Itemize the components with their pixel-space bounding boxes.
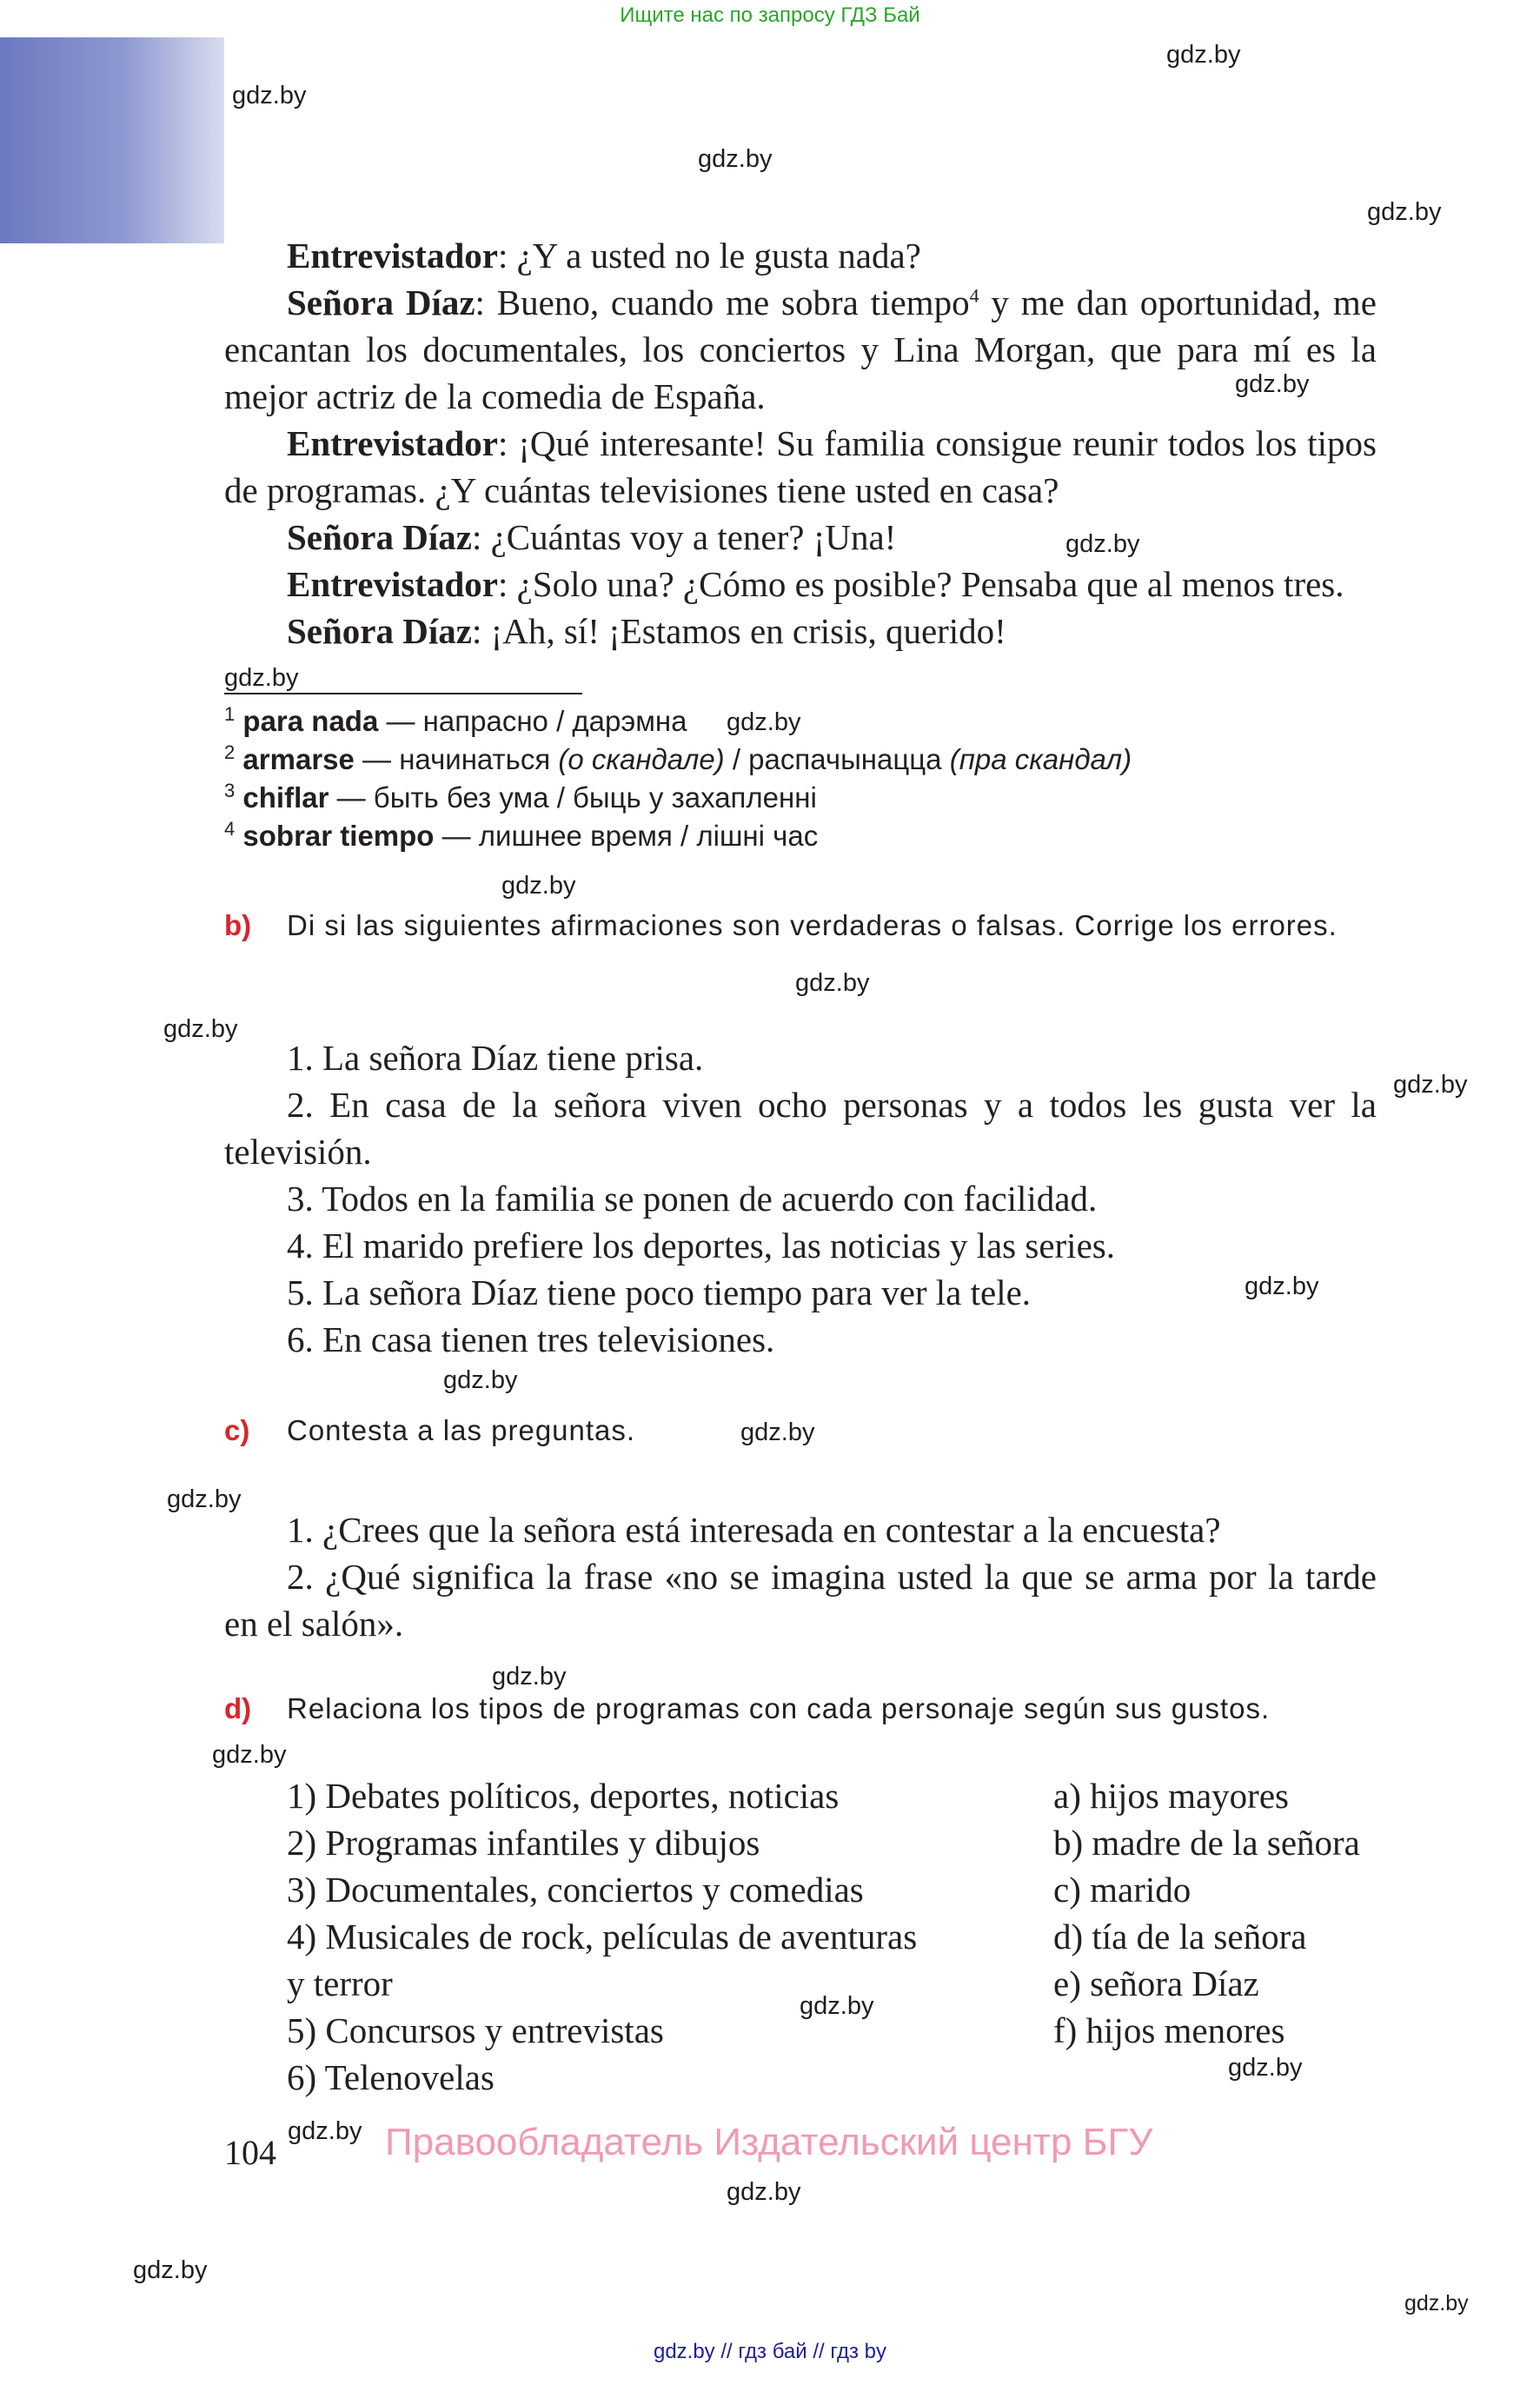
watermark: gdz.by [1235, 370, 1310, 398]
speaker: Señora Díaz [287, 282, 475, 322]
program-item: 1) Debates políticos, deportes, noticias [287, 1776, 840, 1816]
task-b-instruction: b) Di si las siguientes afirmaciones son verdaderas o falsas. Corrige los errores. [224, 907, 1377, 945]
list-item: 1. La señora Díaz tiene prisa. [287, 1038, 704, 1078]
dialogue-line: Entrevistador: ¿Solo una? ¿Cómo es posible? Pensaba que al menos tres. [287, 564, 1344, 604]
speaker: Señora Díaz [287, 611, 472, 651]
watermark: gdz.by [501, 872, 576, 900]
program-item: 6) Telenovelas [287, 2057, 495, 2097]
watermark: gdz.by [1367, 198, 1442, 226]
watermark: gdz.by [1228, 2054, 1303, 2082]
task-label: c) [224, 1414, 250, 1446]
watermark: gdz.by [167, 1485, 242, 1513]
program-item: 4) Musicales de rock, películas de aventuras [287, 1917, 918, 1956]
program-item: 3) Documentales, conciertos y comedias [287, 1870, 864, 1910]
character-item: f) hijos menores [1053, 2010, 1285, 2050]
task-label: d) [224, 1692, 252, 1724]
speaker: Señora Díaz [287, 517, 472, 557]
dialogue-line: Entrevistador: ¿Y a usted no le gusta nada? [287, 236, 921, 276]
watermark: gdz.by [1166, 41, 1241, 69]
task-d-instruction: d) Relaciona los tipos de programas con cada personaje según sus gustos. [224, 1690, 1377, 1728]
watermark: gdz.by [727, 708, 801, 736]
footnote: $^4$ sobrar tiempo — лишнее время / лішні час [224, 818, 819, 852]
dialogue-line: Entrevistador: ¡Qué interesante! Su familia consigue reunir todos los tipos de programas. ¿Y cuántas televisiones tiene usted en casa? [224, 423, 1377, 510]
footnote-ref: 4 [969, 284, 979, 307]
task-c-instruction: c) Contesta a las preguntas. [224, 1412, 1377, 1450]
copyright-holder: Правообладатель Издательский центр БГУ [385, 2121, 1153, 2163]
dialogue-line: Señora Díaz: Bueno, cuando me sobra tiempo$^4$ y me dan oportunidad, me encantan los documentales, los conciertos y Lina Morgan, que para mí es la mejor actriz de la comedia de España. [224, 282, 1377, 416]
program-item: 5) Concursos y entrevistas [287, 2010, 664, 2050]
character-item: c) marido [1053, 1870, 1192, 1910]
footnote: $^3$ chiflar — быть без ума / быць у захапленні [224, 780, 817, 814]
watermark: gdz.by [800, 1992, 874, 2020]
watermark: gdz.by [232, 82, 307, 110]
watermark: gdz.by [740, 1418, 815, 1446]
page-number: 104 [224, 2133, 276, 2172]
list-item: 4. El marido prefiere los deportes, las noticias y las series. [287, 1226, 1115, 1266]
list-item: 6. En casa tienen tres televisiones. [287, 1319, 775, 1359]
character-item: d) tía de la señora [1053, 1917, 1307, 1956]
watermark: gdz.by [492, 1663, 567, 1691]
watermark: gdz.by [224, 664, 299, 692]
watermark: gdz.by [163, 1015, 238, 1043]
list-item: 2. En casa de la señora viven ocho personas y a todos les gusta ver la televisión. [224, 1085, 1377, 1172]
character-item: a) hijos mayores [1053, 1776, 1289, 1816]
list-item: 3. Todos en la familia se ponen de acuerdo con facilidad. [287, 1179, 1098, 1219]
watermark: gdz.by [727, 2178, 801, 2206]
watermark: gdz.by [443, 1366, 518, 1394]
footnote: $^2$ armarse — начинаться (о скандале) / распачынацца (пра скандал) [224, 741, 1132, 775]
watermark: gdz.by [698, 145, 773, 173]
watermark: gdz.by [1393, 1071, 1468, 1099]
program-item: y terror [287, 1963, 393, 2003]
footnotes [224, 702, 1132, 855]
program-item: 2) Programas infantiles y dibujos [287, 1823, 760, 1863]
character-item: b) madre de la señora [1053, 1823, 1360, 1863]
list-item: 2. ¿Qué significa la frase «no se imagina usted la que se arma por la tarde en el salón». [224, 1557, 1377, 1644]
dialogue-line: Señora Díaz: ¡Ah, sí! ¡Estamos en crisis, querido! [287, 611, 1006, 651]
footnote-divider [224, 693, 582, 694]
search-hint[interactable]: Ищите нас по запросу ГДЗ Бай [620, 3, 920, 27]
characters-column [1053, 1772, 1360, 2054]
speaker: Entrevistador [287, 236, 498, 276]
character-item: e) señora Díaz [1053, 1963, 1259, 2003]
watermark: gdz.by [795, 969, 870, 997]
task-c-items [224, 1506, 1377, 1647]
corner-decoration [0, 37, 224, 243]
list-item: 5. La señora Díaz tiene poco tiempo para ver la tele. [287, 1272, 1032, 1312]
programs-column [287, 1772, 917, 2101]
watermark: gdz.by [133, 2256, 208, 2284]
watermark: gdz.by [288, 2117, 362, 2145]
watermark: gdz.by [1245, 1272, 1319, 1300]
task-b-items [224, 1034, 1377, 1363]
dialogue-line: Señora Díaz: ¿Cuántas voy a tener? ¡Una! [287, 517, 897, 557]
dialogue [224, 232, 1377, 654]
speaker: Entrevistador [287, 423, 498, 463]
speaker: Entrevistador [287, 564, 498, 604]
watermark: gdz.by [1065, 530, 1140, 558]
footer-links[interactable]: gdz.by // гдз бай // гдз by [653, 2340, 887, 2363]
watermark: gdz.by [212, 1741, 287, 1769]
watermark: gdz.by [1404, 2291, 1469, 2315]
list-item: 1. ¿Crees que la señora está interesada en contestar a la encuesta? [287, 1510, 1221, 1550]
footnote: $^1$ para nada — напрасно / дарэмна [224, 703, 687, 737]
task-label: b) [224, 909, 252, 941]
